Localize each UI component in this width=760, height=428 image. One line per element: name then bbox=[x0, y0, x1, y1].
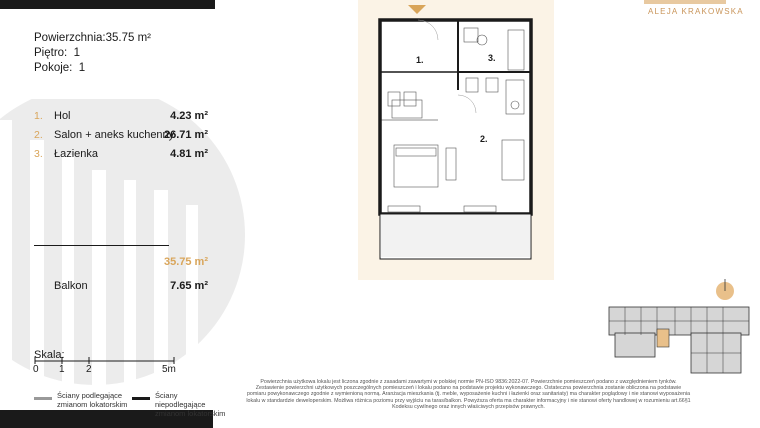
floor-summary bbox=[34, 46, 80, 60]
area-value: 35.75 m² bbox=[105, 32, 151, 44]
entrance-arrow-icon bbox=[408, 5, 426, 14]
floor-label: Piętro: bbox=[34, 47, 68, 59]
top-bar-corner bbox=[205, 0, 215, 9]
scale-tick: 0 bbox=[33, 364, 39, 375]
floor-plan bbox=[358, 0, 554, 280]
top-bar bbox=[0, 0, 215, 9]
room-area: 4.81 m² bbox=[170, 148, 208, 160]
plan-label-salon: 2. bbox=[480, 134, 488, 144]
room-area: 26.71 m² bbox=[163, 129, 208, 141]
legend-load-bearing: Ściany podlegające zmianom lokatorskim bbox=[57, 391, 128, 409]
logo-name: ALEJA KRAKOWSKA bbox=[648, 7, 744, 16]
scale-tick: 2 bbox=[86, 364, 92, 375]
compass-icon bbox=[712, 276, 738, 302]
scale-tick: 1 bbox=[59, 364, 65, 375]
scale-label: Skala: bbox=[34, 349, 65, 361]
room-number: 1. bbox=[34, 110, 43, 122]
room-area: 4.23 m² bbox=[170, 110, 208, 122]
room-name: Salon + aneks kuchenny bbox=[54, 129, 175, 141]
room-name: Łazienka bbox=[54, 148, 99, 160]
room-name: Hol bbox=[54, 110, 71, 122]
floor-value: 1 bbox=[73, 47, 81, 59]
legend-non-load-bearing: Ściany niepodlegające zmianom lokatorskim bbox=[155, 391, 226, 418]
area-label: Powierzchnia: bbox=[34, 32, 106, 44]
legend-swatch-black bbox=[132, 397, 150, 400]
balcony-area: 7.65 m² bbox=[170, 280, 208, 292]
building-keyplan bbox=[605, 303, 757, 378]
scale-tick: 5m bbox=[162, 364, 176, 375]
disclaimer: Powierzchnia użytkowa lokalu jest liczona zgodnie z zasadami zawartymi w polskiej normie PN-ISO 9836:2022-07. Powierzchnie pomieszczeń podano z uwzględnieniem tynków. Zestawienie powierzchni użytkowych poszczególnych pomieszczeń i lokalu podano na podstawie projektu wykonawczego. Ostateczna powierzchnia zostanie obliczona na podstawie pomiaru powykonawczego zgodnie z wymienioną normą. Aranżacja mieszkania (tj. meble, wyposażenie kuchni i łazienki oraz sanitariaty) ma charakter poglądowy i nie stanowi wyposażenia lokalu w standardzie deweloperskim. Możliwa różnica poziomu przy wyjściu na taras/balkon. Powyższa oferta ma charakter informacyjny i nie stanowi oferty handlowej w rozumieniu art.66§1 Kodeksu cywilnego oraz innych właściwych przepisów prawnych. bbox=[246, 379, 691, 410]
rooms-label: Pokoje: bbox=[34, 62, 73, 74]
plan-label-hol: 1. bbox=[416, 55, 424, 65]
rooms-value: 1 bbox=[78, 62, 86, 74]
balcony-label: Balkon bbox=[54, 280, 88, 292]
room-number: 3. bbox=[34, 148, 43, 160]
rooms-summary bbox=[34, 61, 85, 75]
logo-mark-icon bbox=[640, 0, 730, 6]
list-divider bbox=[34, 245, 169, 246]
scale-bar bbox=[34, 357, 179, 367]
current-unit-marker bbox=[657, 329, 669, 347]
area-summary bbox=[34, 31, 151, 45]
total-area: 35.75 m² bbox=[163, 256, 208, 268]
room-number: 2. bbox=[34, 129, 43, 141]
plan-label-lazienka: 3. bbox=[488, 53, 496, 63]
legend-swatch-gray bbox=[34, 397, 52, 400]
